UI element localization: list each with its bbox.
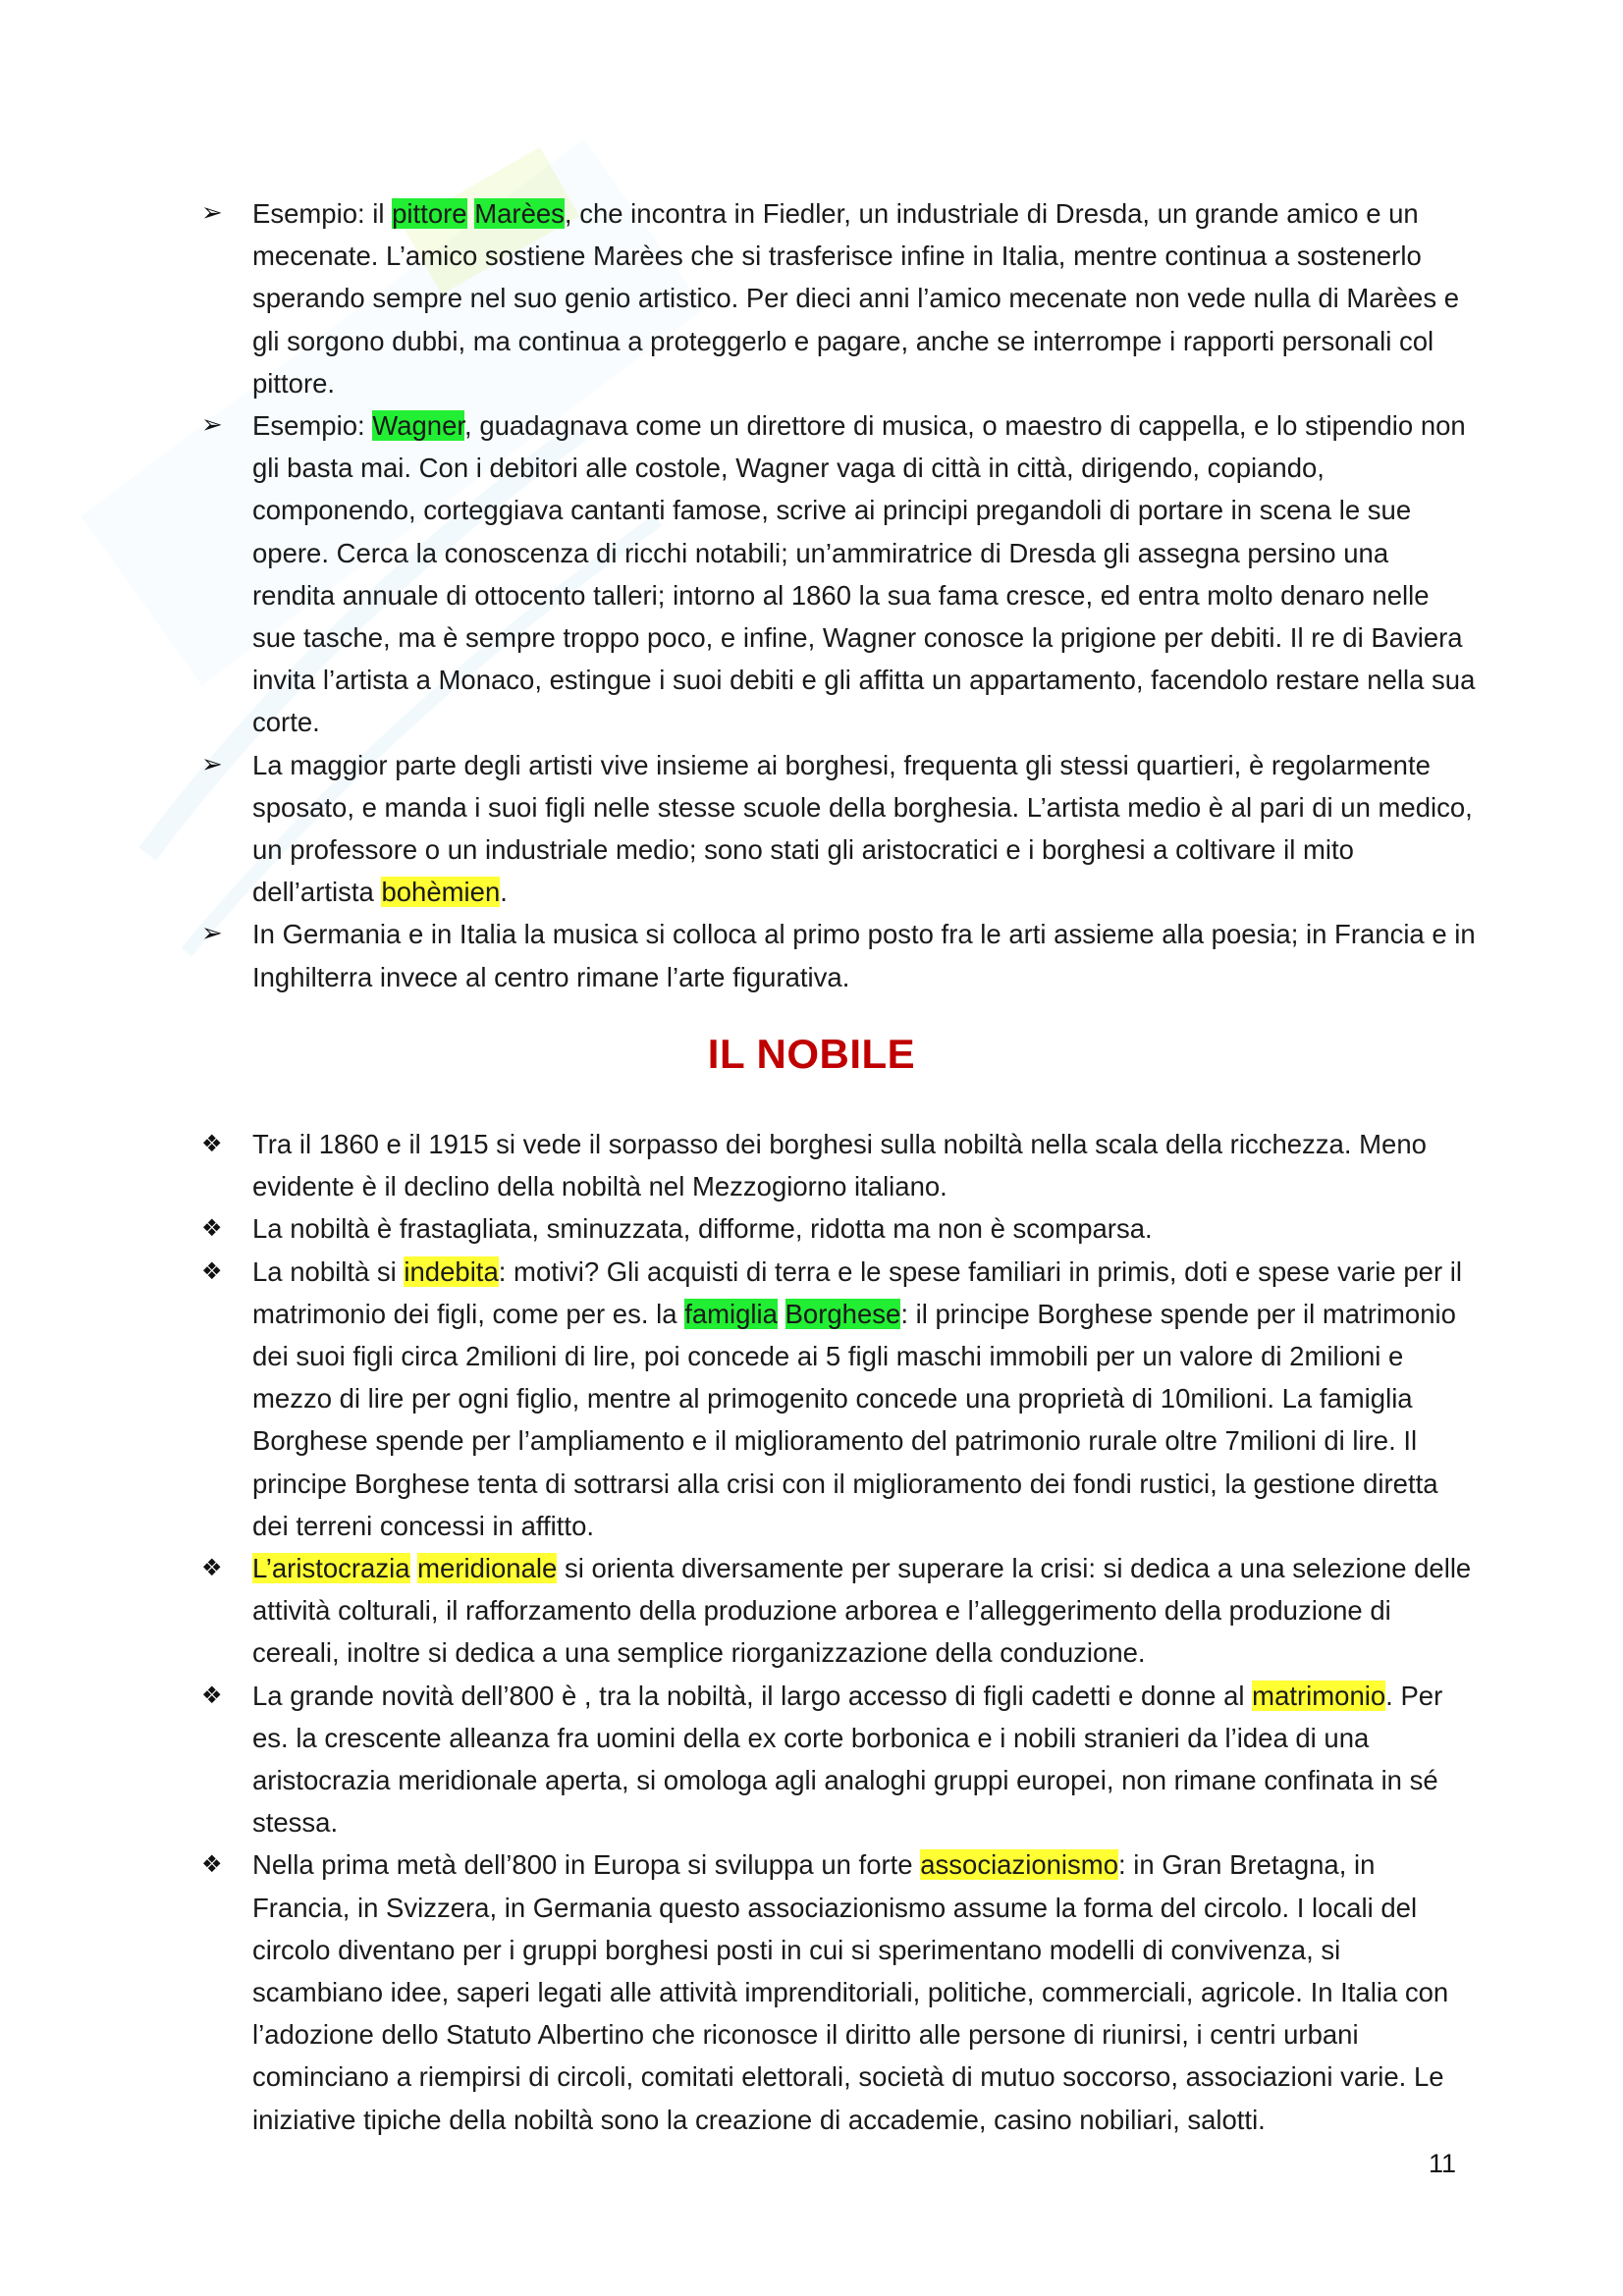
highlighted-term: L’aristocrazia [252, 1553, 410, 1584]
paragraph-text: Tra il 1860 e il 1915 si vede il sorpasso dei borghesi sulla nobiltà nella scala della ricchezza. Meno evidente è il declino della nobiltà nel Mezzogiorno italiano. [252, 1129, 1427, 1202]
four-diamond-bullet-icon: ❖ [201, 1850, 223, 1879]
arrow-bullet-icon: ➢ [201, 198, 223, 228]
paragraph-text: Esempio: [252, 410, 373, 442]
list-item [201, 1547, 1478, 1675]
four-diamond-bullet-icon: ❖ [201, 1554, 223, 1582]
paragraph-text: . Per es. la crescente alleanza fra uomini della ex corte borbonica e i nobili stranieri da l’idea di una aristocrazia meridionale aperta, si omologa agli analoghi gruppi europei, non rimane confinata in sé stessa. [252, 1680, 1443, 1839]
four-diamond-bullet-icon: ❖ [201, 1130, 223, 1157]
paragraph-text: : in Gran Bretagna, in Francia, in Svizzera, in Germania questo associazionismo assume la forma del circolo. I locali del circolo diventano per i gruppi borghesi posti in cui si sperimentano modelli di convivenza, si scambiano idee, saperi legati alle attività imprenditoriali, politiche, commerciali, agricole. In Italia con l’adozione dello Statuto Albertino che riconosce il diritto alle persone di riunirsi, i centri urbani cominciano a riempirsi di circoli, comitati elettorali, società di mutuo soccorso, associazioni varie. Le iniziative tipiche della nobiltà sono la creazione di accademie, casino nobiliari, salotti. [252, 1849, 1449, 2135]
paragraph-text: Esempio: il [252, 198, 393, 229]
paragraph-text: : il principe Borghese spende per il matrimonio dei suoi figli circa 2milioni di lire, poi concede ai 5 figli maschi immobili per un valore di 2milioni e mezzo di lire per ogni figlio, mentre al primogenito concede una proprietà di 10milioni. La famiglia Borghese spende per l’ampliamento e il miglioramento del patrimonio rurale oltre 7milioni di lire. Il principe Borghese tenta di sottrarsi alla crisi con il miglioramento dei fondi rustici, la gestione diretta dei terreni concessi in affitto. [252, 1298, 1456, 1541]
paragraph-text: La nobiltà è frastagliata, sminuzzata, difforme, ridotta ma non è scomparsa. [252, 1213, 1153, 1245]
paragraph-text: In Germania e in Italia la musica si colloca al primo posto fra le arti assieme alla poesia; in Francia e in Inghilterra invece al centro rimane l’arte figurativa. [252, 919, 1476, 992]
paragraph-text: , guadagnava come un direttore di musica, o maestro di cappella, e lo stipendio non gli basta mai. Con i debitori alle costole, Wagner vaga di città in città, dirigendo, copiando, componendo, corteggiava cantanti famose, scrive ai principi pregandoli di portare in scena le sue opere. Cerca la conoscenza di ricchi notabili; un’ammiratrice di Dresda gli assegna persino una rendita annuale di ottocento talleri; intorno al 1860 la sua fama cresce, ed entra molto denaro nelle sue tasche, ma è sempre troppo poco, e infine, Wagner conosce la prigione per debiti. Il re di Baviera invita l’artista a Monaco, estingue i suoi debiti e gli affitta un appartamento, facendolo restare nella sua corte. [252, 410, 1476, 738]
list-item [201, 744, 1478, 914]
highlighted-term: matrimonio [1252, 1680, 1386, 1711]
list-item [201, 1251, 1478, 1547]
arrow-bullet-icon: ➢ [201, 749, 223, 779]
list-item [201, 913, 1478, 997]
list-item [201, 1843, 1478, 2140]
paragraph-text: La grande novità dell’800 è , tra la nobiltà, il largo accesso di figli cadetti e donne al [252, 1680, 1253, 1711]
page-number: 11 [1429, 2149, 1457, 2178]
paragraph-text [778, 1299, 785, 1329]
paragraph-text [410, 1553, 418, 1583]
highlighted-term: Marèes [474, 198, 565, 229]
highlighted-term: meridionale [417, 1553, 558, 1584]
paragraph-text: La maggior parte degli artisti vive insieme ai borghesi, frequenta gli stessi quartieri, è regolarmente sposato, e manda i suoi figli nelle stesse scuole della borghesia. L’artista medio è al pari di un medico, un professore o un industriale medio; sono stati gli aristocratici e i borghesi a coltivare il mito dell’artista [252, 749, 1473, 908]
paragraph-text: si orienta diversamente per superare la crisi: si dedica a una selezione delle attività colturali, il rafforzamento della produzione arborea e l’alleggerimento della produzione di cereali, inoltre si dedica a una semplice riorganizzazione della conduzione. [252, 1553, 1472, 1669]
highlighted-term: bohèmien [381, 877, 501, 908]
list-item [201, 1675, 1478, 1844]
paragraph-text: . [500, 877, 508, 908]
paragraph-text: : motivi? Gli acquisti di terra e le spese familiari in primis, doti e spese varie per il matrimonio dei figli, come per es. la [252, 1255, 1462, 1329]
nobility-points-list [201, 1123, 1478, 2141]
list-item [201, 1207, 1478, 1250]
list-item [201, 192, 1478, 404]
four-diamond-bullet-icon: ❖ [201, 1214, 223, 1243]
four-diamond-bullet-icon: ❖ [201, 1681, 223, 1709]
highlighted-term: indebita [404, 1255, 499, 1287]
highlighted-term: Borghese [784, 1298, 901, 1329]
highlighted-term: pittore [392, 198, 467, 229]
four-diamond-bullet-icon: ❖ [201, 1256, 223, 1285]
list-item [201, 404, 1478, 744]
arrow-bullet-icon: ➢ [201, 410, 223, 441]
highlighted-term: associazionismo [920, 1849, 1118, 1881]
highlighted-term: famiglia [684, 1298, 778, 1329]
paragraph-text: , che incontra in Fiedler, un industriale di Dresda, un grande amico e un mecenate. L’amico sostiene Marèes che si trasferisce infine in Italia, mentre continua a sostenerlo sperando sempre nel suo genio artistico. Per dieci anni l’amico mecenate non vede nulla di Marèes e gli sorgono dubbi, ma continua a proteggerlo e pagare, anche se interrompe i rapporti personali col pittore. [252, 198, 1460, 399]
list-item [201, 1123, 1478, 1207]
artist-examples-list [201, 192, 1478, 998]
section-title: IL NOBILE [707, 1031, 916, 1077]
paragraph-text: Nella prima metà dell’800 in Europa si sviluppa un forte [252, 1849, 921, 1881]
arrow-bullet-icon: ➢ [201, 919, 223, 949]
paragraph-text: La nobiltà si [252, 1255, 405, 1287]
highlighted-term: Wagner [372, 410, 465, 442]
